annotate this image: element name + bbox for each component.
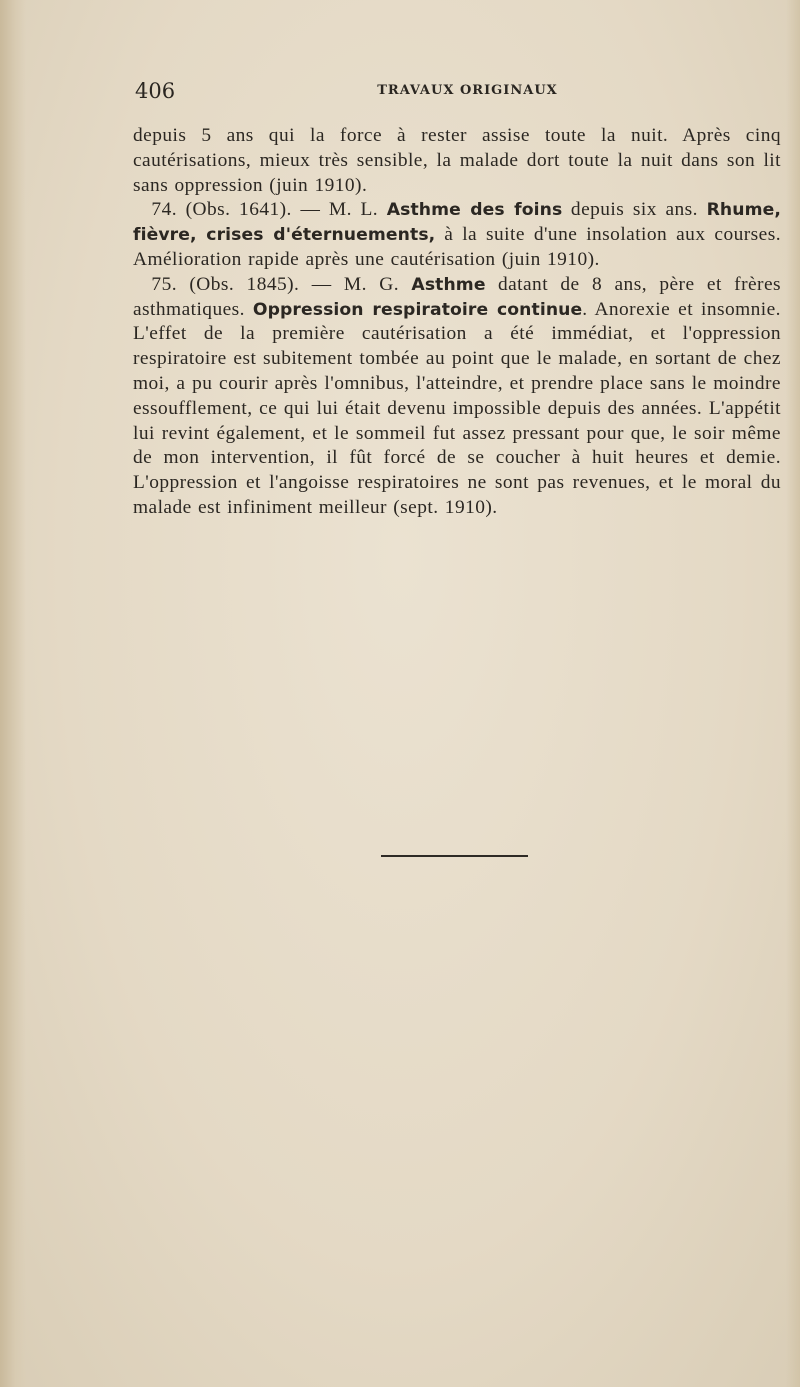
running-head <box>135 78 780 104</box>
body-text <box>133 124 781 521</box>
section-end-rule <box>381 855 528 857</box>
observation-74 <box>133 198 781 272</box>
page-edge <box>786 0 800 1387</box>
paragraph-text: depuis 5 ans qui la force à rester assise toute la nuit. Après cinq cautérisations, mieux très sensible, la malade dort toute la nuit dans son lit sans oppression (juin 1910). <box>133 125 781 196</box>
symptom-term: Oppression respiratoire continue <box>252 299 583 320</box>
observation-lead: 74. (Obs. 1641). — M. L. <box>151 199 387 221</box>
observation-text: à la suite d'une insolation aux courses. Amélioration rapide après une cautérisation (juin 1910). <box>133 224 781 270</box>
diagnosis-term: Asthme des foins <box>386 200 563 221</box>
observation-text: . Anorexie et insomnie. L'effet de la première cautérisation a été immédiat, et l'oppression respiratoire est subitement tombée au point que le malade, en sortant de chez moi, a pu courir après l'omnibus, l'atteindre, et prendre place sans le moindre essoufflement, ce qui lui était devenu impossible depuis des années. L'appétit lui revint également, et le sommeil fut assez pressant pour que, le soir même de mon intervention, il fût forcé de se coucher à huit heures et demie. L'oppression et l'angoisse respiratoires ne sont pas revenues, et le moral du malade est infiniment meilleur (sept. 1910). <box>133 298 781 518</box>
observation-75 <box>133 273 781 521</box>
diagnosis-term: Asthme <box>411 274 486 295</box>
observation-text: datant de 8 ans, père et frères asthmatiques. <box>133 273 781 320</box>
page-number: 406 <box>135 79 176 103</box>
paragraph-continued <box>133 124 781 198</box>
observation-lead: 75. (Obs. 1845). — M. G. <box>151 273 412 295</box>
observation-text: depuis six ans. <box>562 199 707 221</box>
symptom-term: Rhume, fièvre, crises d'éternuements, <box>133 200 781 246</box>
running-title: TRAVAUX ORIGINAUX <box>377 83 558 98</box>
binding-shadow <box>0 0 26 1387</box>
